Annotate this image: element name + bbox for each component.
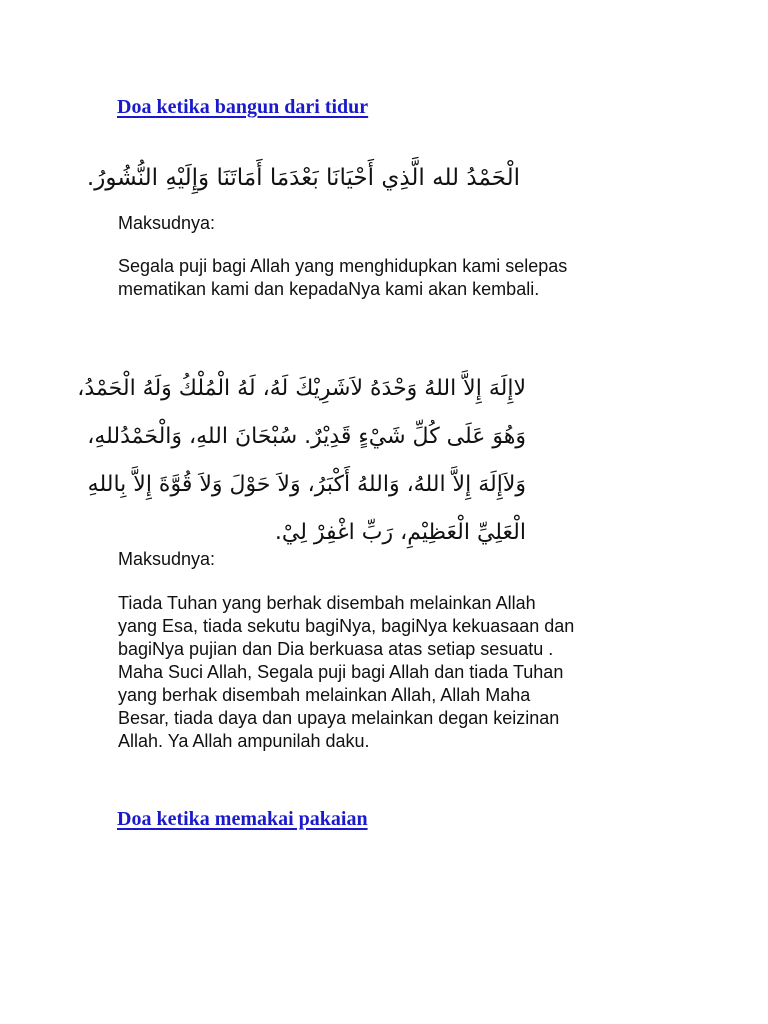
meaning-line: bagiNya pujian dan Dia berkuasa atas setiap sesuatu .	[118, 639, 554, 659]
arabic-line: لاإِلَهَ إِلاَّ اللهُ وَحْدَهُ لاَشَرِيْكَ لَهُ، لَهُ الْمُلْكُ وَلَهُ الْحَمْدُ،	[77, 376, 526, 401]
meaning-paragraph-1	[118, 255, 567, 301]
arabic-line: وَلاَإِلَهَ إِلاَّ اللهُ، وَاللهُ أَكْبَرُ، وَلاَ حَوْلَ وَلاَ قُوَّةَ إِلاَّ بِاللهِ	[87, 472, 526, 497]
arabic-text-doa-bangun: الْحَمْدُ لله الَّذِي أَحْيَانَا بَعْدَمَا أَمَاتَنَا وَإِلَيْهِ النُّشُورُ.	[86, 165, 520, 191]
meaning-line: Tiada Tuhan yang berhak disembah melainkan Allah	[118, 593, 536, 613]
arabic-line: الْعَلِيِّ الْعَظِيْمِ، رَبِّ اغْفِرْ لِيْ.	[274, 520, 526, 545]
meaning-label-1: Maksudnya:	[118, 213, 216, 233]
meaning-line: Besar, tiada daya dan upaya melainkan degan keizinan	[118, 708, 560, 728]
heading-doa-memakai-pakaian[interactable]: Doa ketika memakai pakaian	[117, 808, 368, 830]
arabic-text-block-tahlil	[77, 365, 526, 557]
meaning-label-2: Maksudnya:	[118, 549, 216, 569]
heading-doa-bangun-tidur[interactable]: Doa ketika bangun dari tidur	[117, 96, 369, 118]
meaning-line: yang berhak disembah melainkan Allah, Allah Maha	[118, 685, 531, 705]
meaning-paragraph-2	[118, 592, 574, 753]
meaning-line: Segala puji bagi Allah yang menghidupkan kami selepas	[118, 256, 568, 276]
meaning-line: Allah. Ya Allah ampunilah daku.	[118, 731, 370, 751]
arabic-line: وَهُوَ عَلَى كُلِّ شَيْءٍ قَدِيْرٌ. سُبْحَانَ اللهِ، وَالْحَمْدُللهِ،	[87, 424, 526, 449]
meaning-line: mematikan kami dan kepadaNya kami akan kembali.	[118, 279, 540, 299]
meaning-line: Maha Suci Allah, Segala puji bagi Allah dan tiada Tuhan	[118, 662, 564, 682]
meaning-line: yang Esa, tiada sekutu bagiNya, bagiNya kekuasaan dan	[118, 616, 575, 636]
